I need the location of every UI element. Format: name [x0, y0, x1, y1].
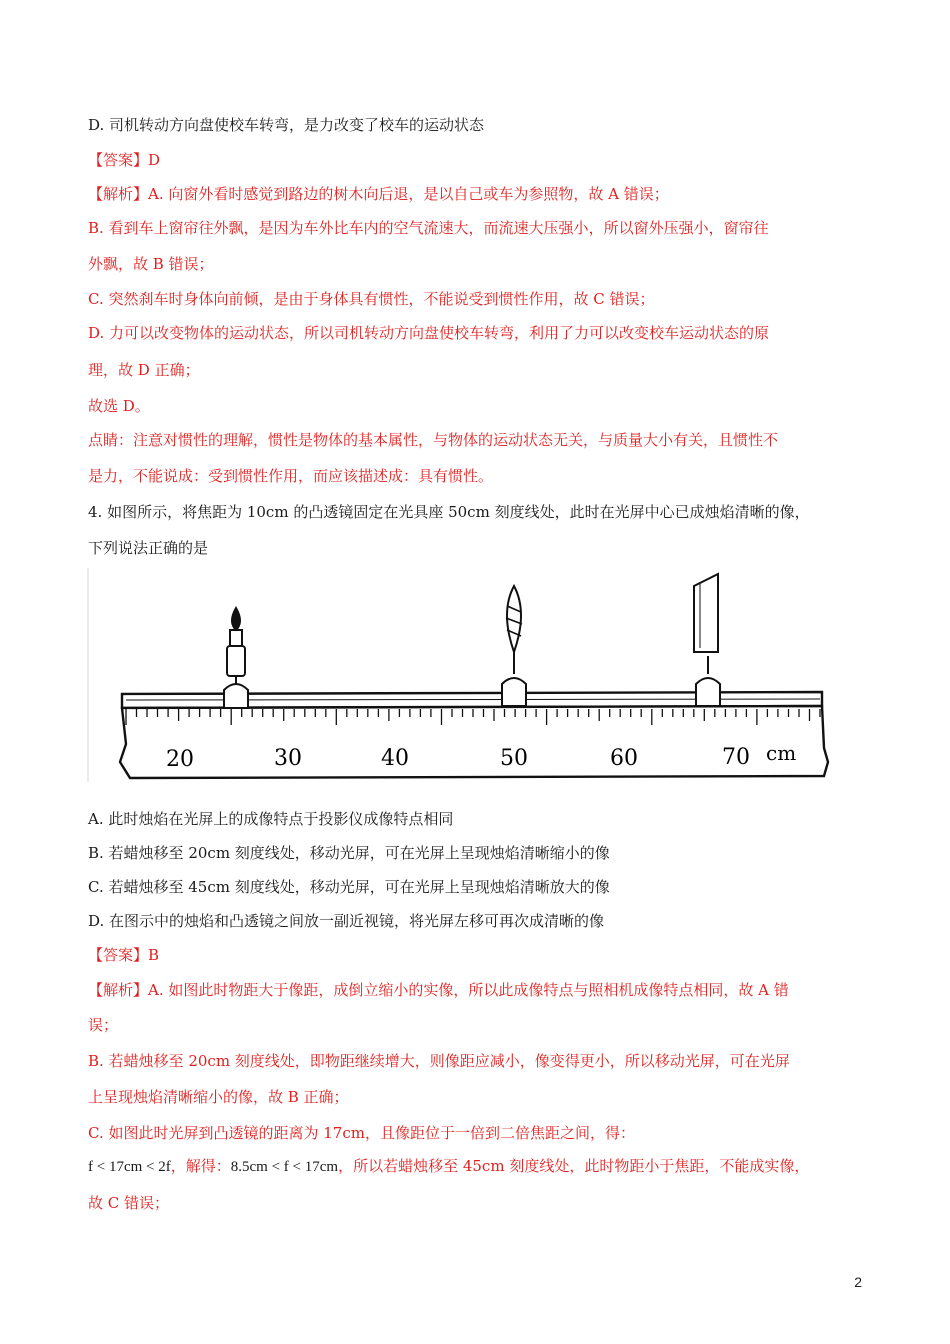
convex-lens: [502, 586, 526, 706]
answer-value: D: [148, 151, 161, 169]
answer-label: 【答案】: [88, 946, 149, 964]
q4-analysis-b-1: B. 若蜡烛移至 20cm 刻度线处，即物距继续增大，则像距应减小，像变得更小，所以移动光屏，可在光屏: [88, 1052, 790, 1070]
math-inequality-1: f < 17cm < 2f: [88, 1159, 171, 1175]
analysis-connector: ，解得：: [170, 1157, 231, 1175]
q3-analysis-a: [88, 183, 669, 205]
q4-stem-2: 下列说法正确的是: [88, 539, 209, 557]
tick-label-50: 50: [500, 746, 528, 771]
analysis-text: A. 如图此时物距大于像距，成倒立缩小的实像，所以此成像特点与照相机成像特点相同，故 A 错: [148, 981, 789, 999]
analysis-label: 【解析】: [88, 185, 149, 203]
q3-analysis-d-1: D. 力可以改变物体的运动状态，所以司机转动方向盘使校车转弯，利用了力可以改变校车运动状态的原: [88, 324, 770, 342]
q3-analysis-d-2: 理，故 D 正确；: [88, 361, 200, 379]
q4-analysis-c-2: [88, 1155, 809, 1178]
light-screen: [694, 574, 720, 706]
q4-option-b: B. 若蜡烛移至 20cm 刻度线处，移动光屏，可在光屏上呈现烛焰清晰缩小的像: [88, 844, 610, 862]
q4-analysis-c-3: 故 C 错误；: [88, 1194, 170, 1212]
q4-stem-1: 4. 如图所示，将焦距为 10cm 的凸透镜固定在光具座 50cm 刻度线处，此时在光屏中心已成烛焰清晰的像，: [88, 503, 810, 521]
answer-label: 【答案】: [88, 151, 149, 169]
q4-option-c: C. 若蜡烛移至 45cm 刻度线处，移动光屏，可在光屏上呈现烛焰清晰放大的像: [88, 878, 610, 896]
answer-value: B: [148, 946, 160, 964]
candle: [224, 608, 248, 708]
tick-label-60: 60: [610, 746, 638, 771]
q3-answer: [88, 149, 160, 171]
q3-analysis-b-1: B. 看到车上窗帘往外飘，是因为车外比车内的空气流速大，而流速大压强小，所以窗外压强小，窗帘往: [88, 219, 769, 237]
tick-label-20: 20: [166, 747, 194, 772]
unit-label: cm: [766, 741, 797, 765]
tick-label-70: 70: [722, 745, 750, 770]
math-inequality-2: 8.5cm < f < 17cm: [230, 1159, 339, 1175]
q3-option-d: D. 司机转动方向盘使校车转弯，是力改变了校车的运动状态: [88, 116, 485, 134]
q3-tip-1: 点睛：注意对惯性的理解，惯性是物体的基本属性，与物体的运动状态无关，与质量大小有关，且惯性不: [88, 431, 779, 449]
q3-analysis-b-2: 外飘，故 B 错误；: [88, 255, 214, 273]
q3-analysis-c: C. 突然刹车时身体向前倾，是由于身体具有惯性，不能说受到惯性作用，故 C 错误；: [88, 290, 655, 308]
q4-analysis-c-1: C. 如图此时光屏到凸透镜的距离为 17cm，且像距位于一倍到二倍焦距之间，得：: [88, 1124, 635, 1142]
q4-analysis-a-1: [88, 979, 789, 1001]
analysis-rest: ，所以若蜡烛移至 45cm 刻度线处，此时物距小于焦距，不能成实像，: [338, 1157, 810, 1175]
tick-label-30: 30: [274, 746, 302, 771]
q3-choose: 故选 D。: [88, 397, 150, 415]
q4-option-a: A. 此时烛焰在光屏上的成像特点于投影仪成像特点相同: [88, 810, 454, 828]
tick-label-40: 40: [381, 746, 409, 771]
q3-tip-2: 是力，不能说成：受到惯性作用，而应该描述成：具有惯性。: [88, 467, 494, 485]
analysis-label: 【解析】: [88, 981, 149, 999]
analysis-text: A. 向窗外看时感觉到路边的树木向后退，是以自己或车为参照物，故 A 错误；: [148, 185, 669, 203]
q4-option-d: D. 在图示中的烛焰和凸透镜之间放一副近视镜，将光屏左移可再次成清晰的像: [88, 912, 605, 930]
q4-analysis-a-2: 误；: [88, 1016, 119, 1034]
page-number: 2: [854, 1274, 862, 1290]
q4-analysis-b-2: 上呈现烛焰清晰缩小的像，故 B 正确；: [88, 1088, 349, 1106]
optical-bench-figure: [86, 566, 846, 790]
q4-answer: [88, 944, 159, 966]
